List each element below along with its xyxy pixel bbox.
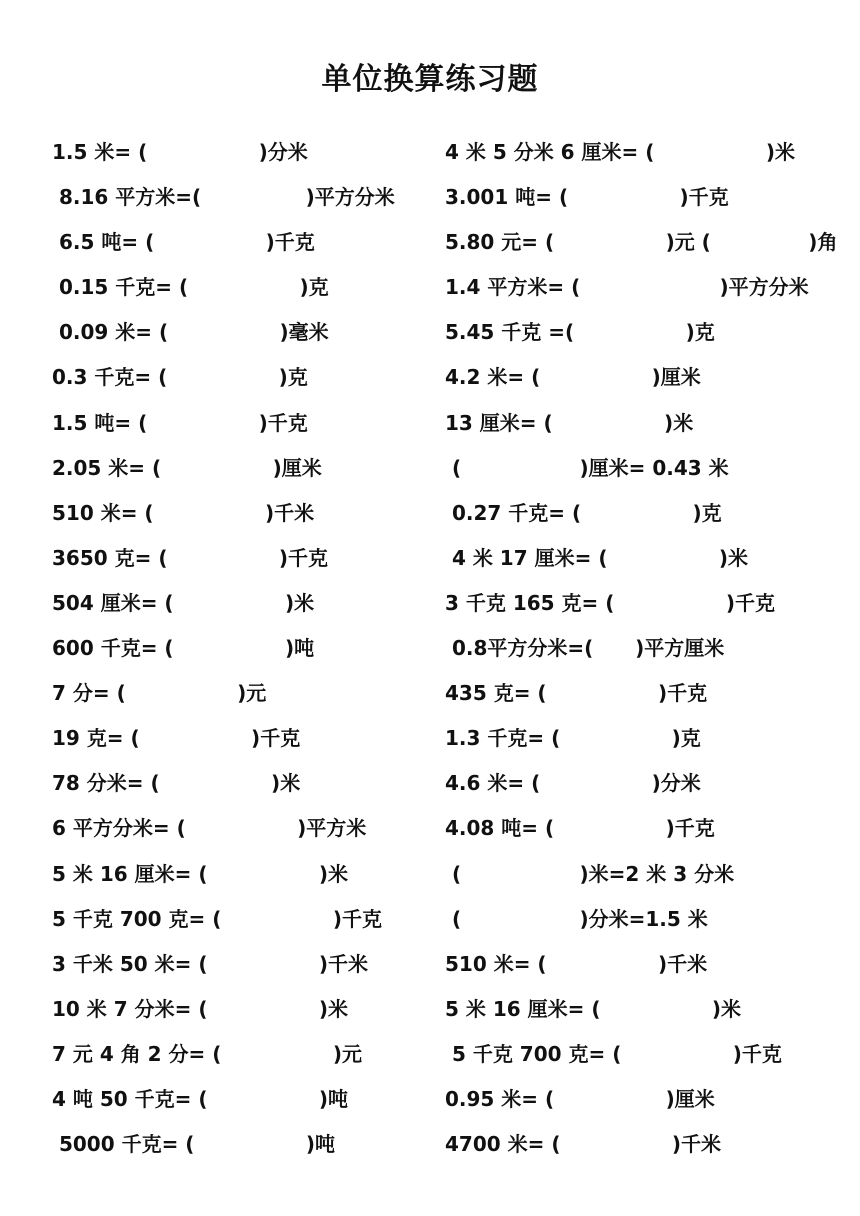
exercise-row	[0, 897, 860, 942]
exercise-left: 5000 千克= ( )吨	[52, 1132, 335, 1157]
exercise-left: 600 千克= ( )吨	[52, 636, 315, 661]
exercise-left: 7 元 4 角 2 分= ( )元	[52, 1041, 362, 1066]
exercise-list	[0, 130, 860, 1167]
exercise-left: 504 厘米= ( )米	[52, 590, 315, 615]
exercise-left: 0.15 千克= ( )克	[52, 275, 329, 300]
exercise-row	[0, 671, 860, 716]
exercise-row	[0, 1077, 860, 1122]
exercise-right: 4 米 5 分米 6 厘米= ( )米	[445, 140, 795, 164]
exercise-left: 5 千克 700 克= ( )千克	[52, 906, 382, 931]
exercise-right: 1.3 千克= ( )克	[445, 726, 701, 751]
exercise-right: 0.95 米= ( )厘米	[445, 1086, 715, 1111]
exercise-left: 1.5 吨= ( )千克	[52, 410, 308, 435]
exercise-row	[0, 987, 860, 1032]
exercise-row	[0, 446, 860, 491]
exercise-right: 510 米= ( )千米	[445, 951, 708, 976]
exercise-right: 1.4 平方米= ( )平方分米	[445, 275, 809, 300]
exercise-row	[0, 265, 860, 310]
exercise-left: 510 米= ( )千米	[52, 500, 315, 525]
exercise-right: ( )分米=1.5 米	[445, 906, 708, 931]
exercise-right: 4700 米= ( )千米	[445, 1132, 722, 1157]
exercise-left: 7 分= ( )元	[52, 681, 267, 706]
exercise-row	[0, 355, 860, 400]
exercise-row	[0, 942, 860, 987]
exercise-row	[0, 806, 860, 851]
exercise-row	[0, 175, 860, 220]
exercise-left: 0.3 千克= ( )克	[52, 365, 308, 390]
exercise-right: 3.001 吨= ( )千克	[445, 185, 729, 210]
exercise-left: 6 平方分米= ( )平方米	[52, 816, 367, 841]
exercise-row	[0, 536, 860, 581]
exercise-left: 19 克= ( )千克	[52, 726, 301, 751]
exercise-left: 10 米 7 分米= ( )米	[52, 996, 349, 1021]
exercise-left: 5 米 16 厘米= ( )米	[52, 861, 349, 886]
exercise-left: 6.5 吨= ( )千克	[52, 230, 315, 255]
exercise-right: 5.45 千克 =( )克	[445, 320, 715, 345]
page-title: 单位换算练习题	[321, 62, 539, 97]
exercise-left: 8.16 平方米=( )平方分米	[52, 185, 395, 210]
exercise-right: 0.27 千克= ( )克	[445, 500, 722, 525]
exercise-left: 4 吨 50 千克= ( )吨	[52, 1086, 349, 1111]
exercise-right: ( )厘米= 0.43 米	[445, 455, 729, 480]
exercise-left: 1.5 米= ( )分米	[52, 140, 308, 164]
exercise-left: 3 千米 50 米= ( )千米	[52, 951, 369, 976]
exercise-right: 4 米 17 厘米= ( )米	[445, 545, 749, 570]
exercise-left: 2.05 米= ( )厘米	[52, 455, 322, 480]
exercise-right: 3 千克 165 克= ( )千克	[445, 590, 775, 615]
exercise-right: ( )米=2 米 3 分米	[445, 861, 735, 886]
exercise-row	[0, 1122, 860, 1167]
exercise-row	[0, 626, 860, 671]
exercise-right: 5.80 元= ( )元 ( )角	[445, 230, 838, 255]
exercise-right: 5 千克 700 克= ( )千克	[445, 1041, 782, 1066]
exercise-right: 5 米 16 厘米= ( )米	[445, 996, 742, 1021]
exercise-left: 0.09 米= ( )毫米	[52, 320, 329, 345]
exercise-row	[0, 130, 860, 175]
exercise-row	[0, 401, 860, 446]
exercise-row	[0, 491, 860, 536]
exercise-row	[0, 581, 860, 626]
exercise-right: 13 厘米= ( )米	[445, 410, 694, 435]
exercise-row	[0, 310, 860, 355]
exercise-right: 4.2 米= ( )厘米	[445, 365, 701, 390]
exercise-row	[0, 716, 860, 761]
exercise-right: 4.6 米= ( )分米	[445, 771, 701, 796]
exercise-row	[0, 1032, 860, 1077]
exercise-right: 435 克= ( )千克	[445, 681, 708, 706]
exercise-row	[0, 852, 860, 897]
exercise-left: 78 分米= ( )米	[52, 771, 301, 796]
exercise-right: 0.8平方分米=( )平方厘米	[445, 636, 725, 661]
exercise-left: 3650 克= ( )千克	[52, 545, 329, 570]
exercise-row	[0, 761, 860, 806]
exercise-row	[0, 220, 860, 265]
exercise-right: 4.08 吨= ( )千克	[445, 816, 715, 841]
